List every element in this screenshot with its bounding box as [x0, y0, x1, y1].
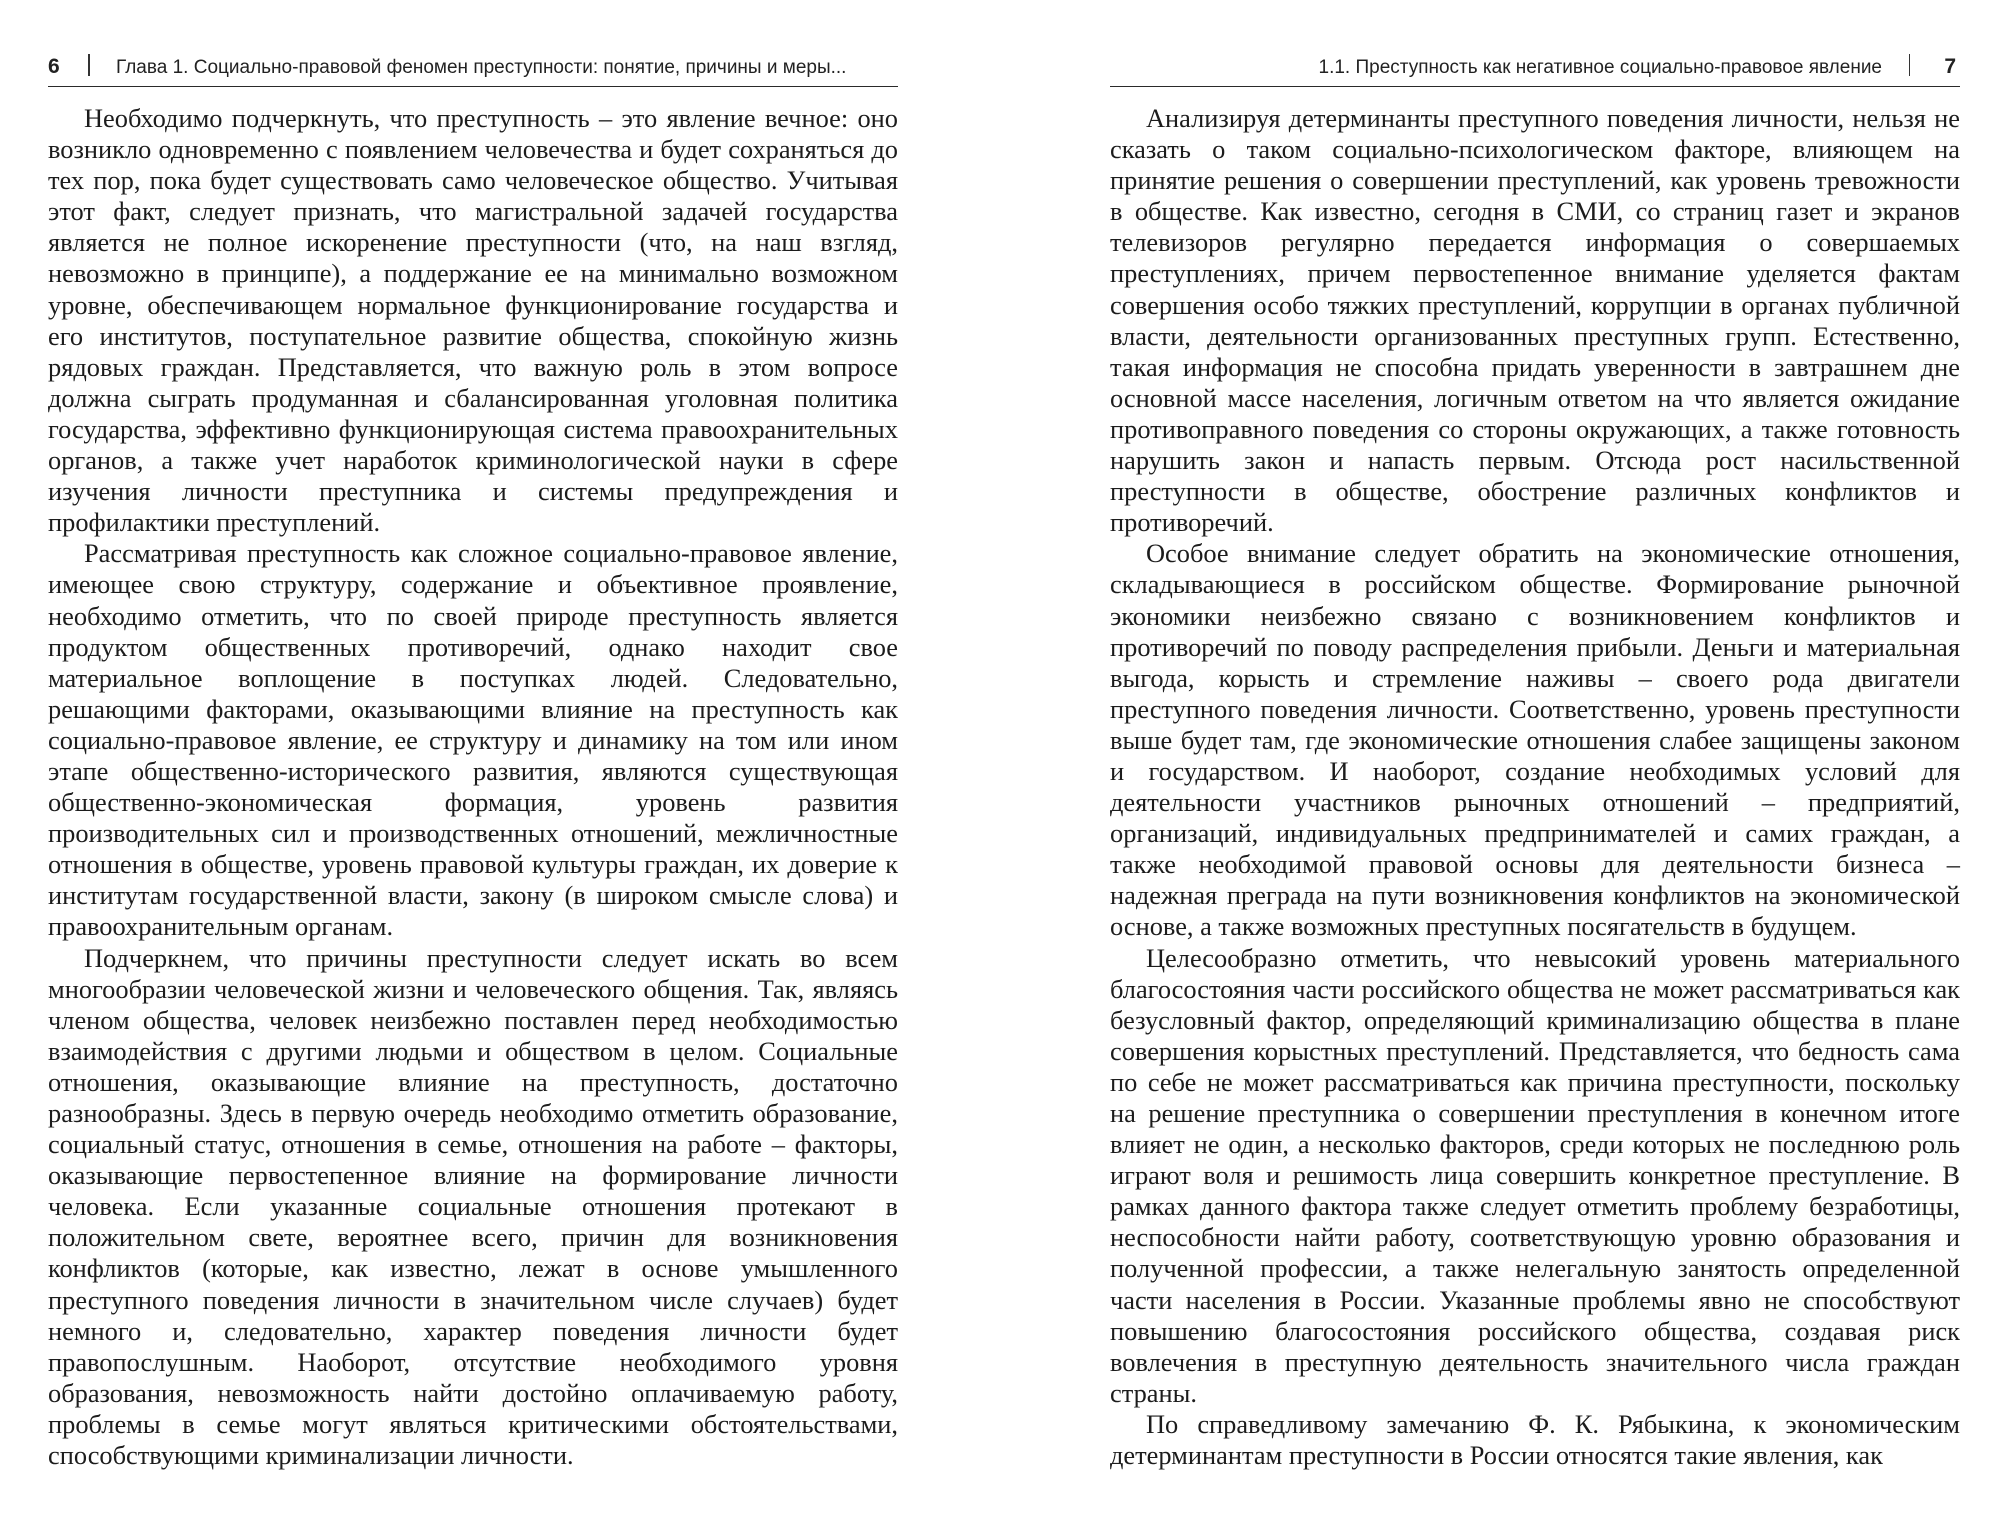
paragraph: Целесообразно отметить, что невысокий уровень материального благосостояния части российского общества не может рассматриваться как безусловный фактор, определяющий криминализацию общества в плане совершения корыстных преступлений. Представляется, что бедность сама по себе не может рассматриваться как причина преступности, поскольку на решение преступника о совершении преступления в конечном итоге влияет не один, а несколько факторов, среди которых не последнюю роль играют воля и решимость лица совершить конкретное преступление. В рамках данного фактора также следует отметить проблему безработицы, неспособности найти работу, соответствующую уровню образования и полученной профессии, а также нелегальную занятость определенной части населения в России. Указанные проблемы явно не способствуют повышению благосостояния российского общества, создавая риск вовлечения в преступную деятельность значительного числа граждан страны.: [1110, 942, 1960, 1408]
page-number: 6: [48, 55, 60, 78]
paragraph: По справедливому замечанию Ф. К. Рябыкина, к экономическим детерминантам преступности в России относятся такие явления, как: [1110, 1408, 1960, 1471]
paragraph: Подчеркнем, что причины преступности следует искать во всем многообразии человеческой жизни и человеческого общения. Так, являясь членом общества, человек неизбежно поставлен перед необходимостью взаимодействия с другими людьми и обществом в целом. Социальные отношения, оказывающие влияние на преступность, достаточно разнообразны. Здесь в первую очередь необходимо отметить образование, социальный статус, отношения в семье, отношения на работе – факторы, оказывающие первостепенное влияние на формирование личности человека. Если указанные социальные отношения протекают в положительном свете, вероятнее всего, причин для возникновения конфликтов (которые, как известно, лежат в основе умышленного преступного поведения личности в значительном числе случаев) будет немного и, следовательно, характер поведения личности будет правопослушным. Наоборот, отсутствие необходимого уровня образования, невозможность найти достойно оплачиваемую работу, проблемы в семье могут являться критическими обстоятельствами, способствующими криминализации личности.: [48, 942, 898, 1471]
left-page: [48, 0, 898, 1534]
header-divider: [88, 54, 90, 76]
right-page: [1110, 0, 1960, 1534]
left-running-head: [48, 52, 898, 87]
header-divider: [1909, 54, 1911, 76]
paragraph: Необходимо подчеркнуть, что преступность – это явление вечное: оно возникло одновременно с появлением человечества и будет сохраняться до тех пор, пока будет существовать само человеческое общество. Учитывая этот факт, следует признать, что магистральной задачей государства является не полное искоренение преступности (что, на наш взгляд, невозможно в принципе), а поддержание ее на минимально возможном уровне, обеспечивающем нормальное функционирование государства и его институтов, поступательное развитие общества, спокойную жизнь рядовых граждан. Представляется, что важную роль в этом вопросе должна сыграть продуманная и сбалансированная уголовная политика государства, эффективно функционирующая система правоохранительных органов, а также учет наработок криминологической науки в сфере изучения личности преступника и системы предупреждения и профилактики преступлений.: [48, 103, 898, 538]
paragraph: Анализируя детерминанты преступного поведения личности, нельзя не сказать о таком социально-психологическом факторе, влияющем на принятие решения о совершении преступлений, как уровень тревожности в обществе. Как известно, сегодня в СМИ, со страниц газет и экранов телевизоров регулярно передается информация о совершаемых преступлениях, причем первостепенное внимание уделяется фактам совершения особо тяжких преступлений, коррупции в органах публичной власти, деятельности организованных преступных групп. Естественно, такая информация не способна придать уверенности в завтрашнем дне основной массе населения, логичным ответом на что является ожидание противоправного поведения со стороны окружающих, а также готовность нарушить закон и напасть первым. Отсюда рост насильственной преступности в обществе, обострение различных конфликтов и противоречий.: [1110, 103, 1960, 538]
paragraph: Рассматривая преступность как сложное социально-правовое явление, имеющее свою структуру, содержание и объективное проявление, необходимо отметить, что по своей природе преступность является продуктом общественных противоречий, однако находит свое материальное воплощение в поступках людей. Следовательно, решающими факторами, оказывающими влияние на преступность как социально-правовое явление, ее структуру и динамику на том или ином этапе общественно-исторического развития, являются существующая общественно-экономическая формация, уровень развития производительных сил и производственных отношений, межличностные отношения в обществе, уровень правовой культуры граждан, их доверие к институтам государственной власти, закону (в широком смысле слова) и правоохранительным органам.: [48, 538, 898, 942]
left-body-text: [48, 103, 898, 1471]
right-running-head: [1110, 52, 1960, 87]
chapter-title: Глава 1. Социально-правовой феномен преступности: понятие, причины и меры...: [116, 57, 847, 78]
paragraph: Особое внимание следует обратить на экономические отношения, складывающиеся в российском обществе. Формирование рыночной экономики неизбежно связано с возникновением конфликтов и противоречий по поводу распределения прибыли. Деньги и материальная выгода, корысть и стремление наживы – своего рода двигатели преступного поведения личности. Соответственно, уровень преступности выше будет там, где экономические отношения слабее защищены законом и государством. И наоборот, создание необходимых условий для деятельности участников рыночных отношений – предприятий, организаций, индивидуальных предпринимателей и самих граждан, а также необходимой правовой основы для деятельности бизнеса – надежная преграда на пути возникновения конфликтов на экономической основе, а также возможных преступных посягательств в будущем.: [1110, 538, 1960, 942]
right-body-text: [1110, 103, 1960, 1471]
page-number: 7: [1944, 55, 1956, 78]
section-title: 1.1. Преступность как негативное социально-правовое явление: [1318, 57, 1882, 78]
